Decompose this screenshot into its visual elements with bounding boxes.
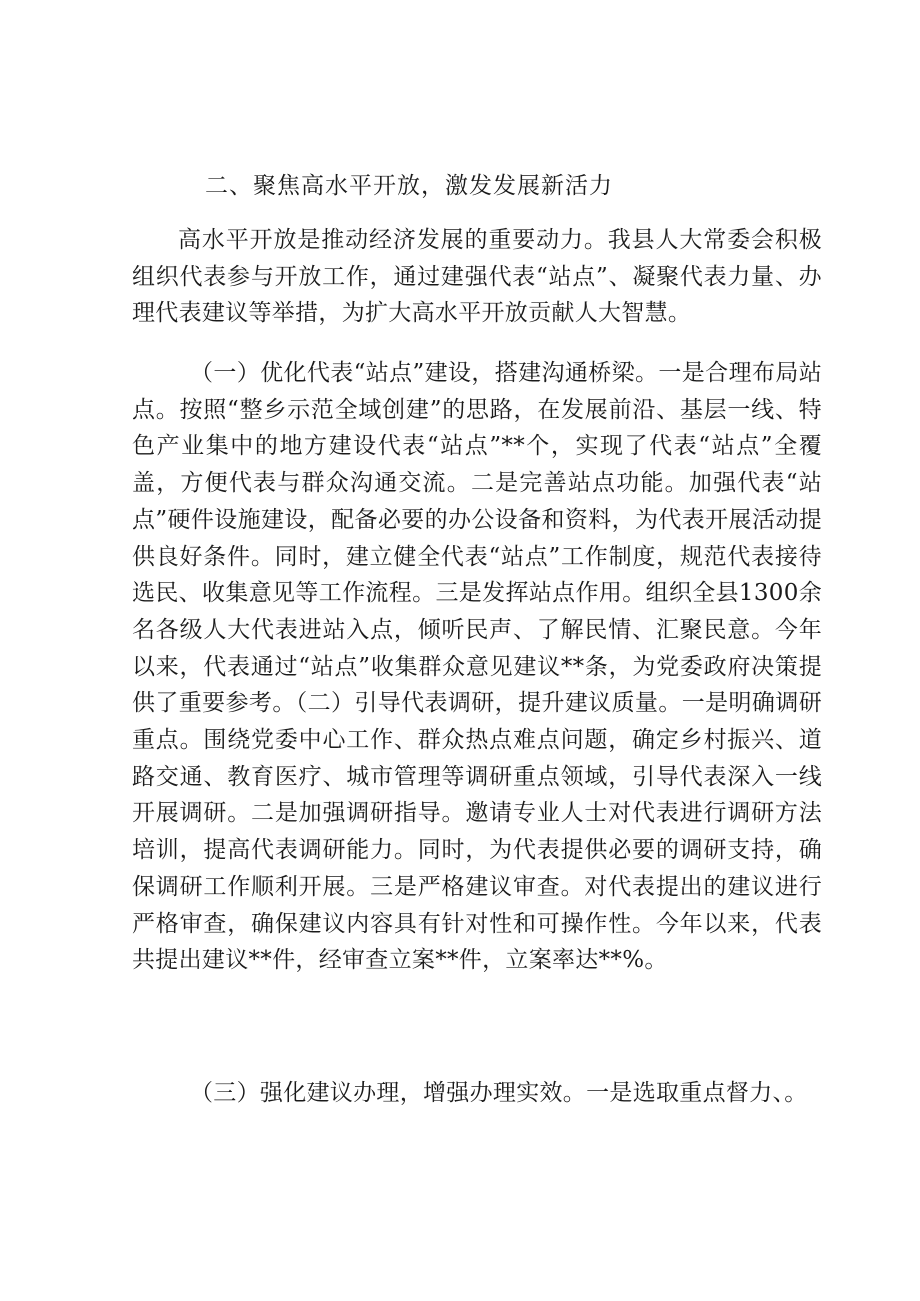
- section-heading: 二、聚焦高水平开放，激发发展新活力: [205, 173, 613, 199]
- paragraph-stations: （一）优化代表“站点”建设，搭建沟通桥梁。一是合理布局站点。按照“整乡示范全域创建”的思路，在发展前沿、基层一线、特色产业集中的地方建设代表“站点”**个，实现了代表“站点”全覆盖，方便代表与群众沟通交流。二是完善站点功能。加强代表“站点”硬件设施建设，配备必要的办公设备和资料，为代表开展活动提供良好条件。同时，建立健全代表“站点”工作制度，规范代表接待选民、收集意见等工作流程。三是发挥站点作用。组织全县1300余名各级人大代表进站入点，倾听民声、了解民情、汇聚民意。今年以来，代表通过“站点”收集群众意见建议**条，为党委政府决策提供了重要参考。（二）引导代表调研，提升建议质量。一是明确调研重点。围绕党委中心工作、群众热点难点问题，确定乡村振兴、道路交通、教育医疗、城市管理等调研重点领域，引导代表深入一线开展调研。二是加强调研指导。邀请专业人士对代表进行调研方法培训，提高代表调研能力。同时，为代表提供必要的调研支持，确保调研工作顺利开展。三是严格建议审查。对代表提出的建议进行严格审查，确保建议内容具有针对性和可操作性。今年以来，代表共提出建议**件，经审查立案**件，立案率达**%。: [132, 360, 822, 974]
- paragraph-proposals: （三）强化建议办理，增强办理实效。一是选取重点督力、。: [190, 1080, 808, 1106]
- paragraph-intro: 高水平开放是推动经济发展的重要动力。我县人大常委会积极组织代表参与开放工作，通过建强代表“站点”、凝聚代表力量、办理代表建议等举措，为扩大高水平开放贡献人大智慧。: [132, 227, 822, 327]
